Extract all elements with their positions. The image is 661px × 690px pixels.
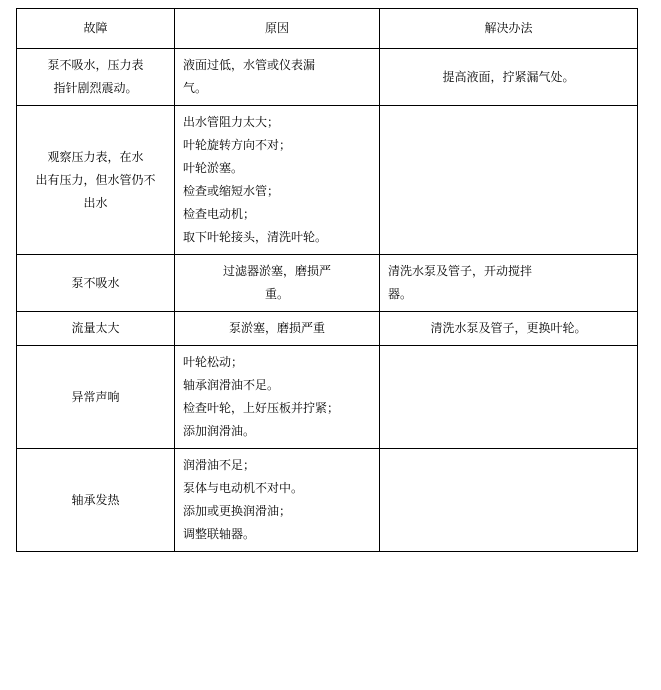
cell-fault-line: 轴承发热 xyxy=(71,492,120,507)
cell-fault-text xyxy=(25,54,166,100)
cell-solution-text xyxy=(388,66,629,89)
table-row xyxy=(17,312,638,346)
cell-cause-line: 气。 xyxy=(183,81,208,95)
cell-solution-line: 器。 xyxy=(388,287,413,301)
document-page xyxy=(0,8,661,690)
cell-cause-line: 重。 xyxy=(264,287,289,301)
cell-fault-line: 指针剧烈震动。 xyxy=(53,81,138,95)
cell-solution xyxy=(380,346,638,449)
cell-cause-text xyxy=(183,54,371,100)
cell-solution-line: 清洗水泵及管子，开动搅拌 xyxy=(388,264,533,278)
cell-fault xyxy=(17,449,175,552)
cell-fault xyxy=(17,255,175,312)
cell-cause-line: 检查电动机； xyxy=(183,207,256,221)
cell-cause-text xyxy=(183,260,371,306)
cell-cause-line: 叶轮淤塞。 xyxy=(183,161,244,175)
cell-cause-line: 取下叶轮接头，清洗叶轮。 xyxy=(183,230,328,244)
table-row xyxy=(17,255,638,312)
cell-cause-line: 检查叶轮，上好压板并拧紧； xyxy=(183,401,340,415)
cell-cause xyxy=(175,106,380,255)
cell-cause-text xyxy=(183,454,371,546)
table-header xyxy=(17,9,638,49)
cell-fault-line: 出水 xyxy=(83,195,108,210)
cell-fault-text xyxy=(25,489,166,512)
cell-cause-text xyxy=(183,351,371,443)
cell-fault-text xyxy=(25,317,166,340)
table-row xyxy=(17,346,638,449)
cell-fault-text xyxy=(25,146,166,215)
cell-cause-line: 润滑油不足； xyxy=(183,458,256,472)
cell-cause xyxy=(175,312,380,346)
cell-cause-line: 泵体与电动机不对中。 xyxy=(183,481,304,495)
cell-fault-line: 异常声响 xyxy=(71,389,120,404)
cell-fault xyxy=(17,106,175,255)
table-row xyxy=(17,49,638,106)
cell-cause-line: 过滤器淤塞，磨损严 xyxy=(222,264,331,278)
cell-fault-line: 流量太大 xyxy=(71,321,120,335)
fault-troubleshooting-table xyxy=(16,8,638,552)
table-header-row xyxy=(17,9,638,49)
cell-solution-line: 提高液面，拧紧漏气处。 xyxy=(442,69,575,84)
cell-cause-line: 泵淤塞，磨损严重 xyxy=(228,321,325,335)
cell-cause-line: 检查或缩短水管； xyxy=(183,184,280,198)
cell-cause-line: 叶轮松动； xyxy=(183,355,244,369)
cell-fault-line: 泵不吸水，压力表 xyxy=(47,58,144,72)
cell-cause-text xyxy=(183,317,371,340)
cell-cause xyxy=(175,49,380,106)
cell-fault xyxy=(17,312,175,346)
cell-cause-line: 添加润滑油。 xyxy=(183,424,256,438)
cell-solution xyxy=(380,49,638,106)
column-header-solution: 解决办法 xyxy=(380,9,638,49)
cell-solution xyxy=(380,106,638,255)
cell-cause-line: 叶轮旋转方向不对； xyxy=(183,138,292,152)
table-row xyxy=(17,449,638,552)
cell-solution-text xyxy=(388,317,629,340)
cell-cause-line: 调整联轴器。 xyxy=(183,527,256,541)
cell-cause xyxy=(175,346,380,449)
cell-solution-text xyxy=(388,260,629,306)
cell-cause xyxy=(175,255,380,312)
cell-fault-text xyxy=(25,272,166,295)
cell-fault xyxy=(17,49,175,106)
column-header-cause: 原因 xyxy=(175,9,380,49)
cell-cause-line: 液面过低，水管或仪表漏 xyxy=(183,58,316,72)
cell-cause-line: 轴承润滑油不足。 xyxy=(183,378,280,392)
cell-fault-text xyxy=(25,386,166,409)
cell-solution xyxy=(380,312,638,346)
cell-fault xyxy=(17,346,175,449)
cell-fault-line: 观察压力表，在水 xyxy=(47,149,144,164)
table-row xyxy=(17,106,638,255)
table-body xyxy=(17,49,638,552)
cell-fault-line: 出有压力，但水管仍不 xyxy=(35,172,156,187)
cell-solution-line: 清洗水泵及管子，更换叶轮。 xyxy=(430,321,587,335)
cell-cause-line: 添加或更换润滑油； xyxy=(183,504,292,518)
cell-solution xyxy=(380,449,638,552)
cell-solution xyxy=(380,255,638,312)
column-header-fault: 故障 xyxy=(17,9,175,49)
cell-cause xyxy=(175,449,380,552)
cell-cause-text xyxy=(183,111,371,249)
cell-fault-line: 泵不吸水 xyxy=(71,275,120,290)
cell-cause-line: 出水管阻力太大； xyxy=(183,115,280,129)
